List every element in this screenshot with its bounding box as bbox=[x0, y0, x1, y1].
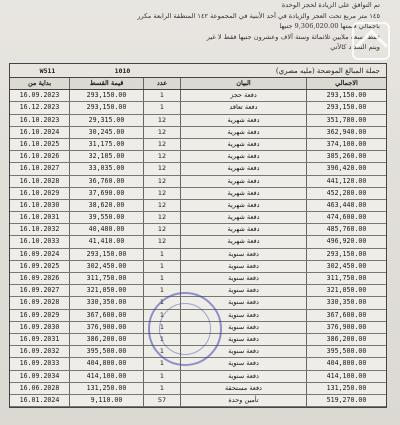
cell-date: 16.09.2032 bbox=[10, 346, 70, 357]
cell-total: 362,940.00 bbox=[326, 127, 367, 136]
cell-installment: 37,690.00 bbox=[70, 188, 144, 199]
cell-date: 16.09.2027 bbox=[10, 285, 70, 296]
cell-count: 12 bbox=[144, 127, 181, 138]
cell-installment: 302,450.00 bbox=[70, 261, 144, 272]
cell-installment: 330,350.00 bbox=[70, 297, 144, 308]
cell-date: 16.10.2028 bbox=[10, 176, 70, 187]
cell-date: 16.10.2033 bbox=[10, 236, 70, 247]
cell-count: 1 bbox=[144, 310, 181, 321]
cell-total: 293,150.00 bbox=[326, 249, 367, 258]
cell-description: دفعة شهرية bbox=[181, 200, 307, 211]
cell-description: دفعة شهرية bbox=[181, 127, 307, 138]
cell-date: 16.10.2032 bbox=[10, 224, 70, 235]
intro-line: تم التوافق على الزيادة لحجز الوحدة bbox=[281, 1, 380, 9]
cell-installment: 311,750.00 bbox=[70, 273, 144, 284]
cell-count: 12 bbox=[144, 212, 181, 223]
header-description: البيان bbox=[181, 78, 307, 89]
header-total: الاجمالي bbox=[335, 79, 358, 87]
intro-line: ١٤٥ متر مربع تحت العجز والزيادة في أحد الأبنية في المجموعة ١٤٢ المنطقة الرابعة مكرر bbox=[137, 11, 380, 20]
cell-date: 16.09.2023 bbox=[10, 90, 70, 101]
cell-description: دفعة سنوية bbox=[181, 346, 307, 357]
cell-description: تأمين وحدة bbox=[181, 395, 307, 406]
table-row bbox=[10, 188, 386, 200]
cell-date: 16.09.2034 bbox=[10, 371, 70, 382]
cell-total: 485,760.00 bbox=[326, 225, 367, 234]
cell-count: 12 bbox=[144, 115, 181, 126]
cell-installment: 386,200.00 bbox=[70, 334, 144, 345]
cell-description: دفعة سنوية bbox=[181, 358, 307, 369]
cell-installment: 30,245.00 bbox=[70, 127, 144, 138]
home-logo-icon bbox=[352, 22, 390, 60]
cell-description: دفعة مستحقة bbox=[181, 383, 307, 394]
cell-date: 16.09.2029 bbox=[10, 310, 70, 321]
cell-date: 16.10.2031 bbox=[10, 212, 70, 223]
table-row bbox=[10, 249, 386, 261]
header-count: عدد bbox=[144, 78, 181, 89]
cell-total: 414,100.00 bbox=[326, 371, 367, 380]
cell-date: 16.01.2024 bbox=[10, 395, 70, 406]
cell-total: 374,100.00 bbox=[326, 139, 367, 148]
cell-installment: 293,150.00 bbox=[70, 102, 144, 113]
cell-total: 302,450.00 bbox=[326, 261, 367, 270]
cell-description: دفعة شهرية bbox=[181, 151, 307, 162]
table-row bbox=[10, 176, 386, 188]
cell-installment: 32,105.00 bbox=[70, 151, 144, 162]
cell-installment: 9,110.00 bbox=[70, 395, 144, 406]
table-row bbox=[10, 115, 386, 127]
cell-description: دفعة شهرية bbox=[181, 139, 307, 150]
cell-date: 16.09.2031 bbox=[10, 334, 70, 345]
intro-line: باجمالي قيمتها 9,306,020.00 جنيها bbox=[279, 22, 380, 30]
table-row bbox=[10, 200, 386, 212]
cell-date: 16.10.2030 bbox=[10, 200, 70, 211]
cell-description: دفعة شهرية bbox=[181, 115, 307, 126]
header-date: بداية من bbox=[10, 78, 70, 89]
cell-total: 463,440.00 bbox=[326, 200, 367, 209]
cell-date: 16.06.2028 bbox=[10, 383, 70, 394]
cell-total: 496,920.00 bbox=[326, 237, 367, 246]
cell-installment: 395,500.00 bbox=[70, 346, 144, 357]
table-row bbox=[10, 236, 386, 248]
cell-installment: 131,250.00 bbox=[70, 383, 144, 394]
table-row bbox=[10, 90, 386, 102]
cell-date: 16.09.2026 bbox=[10, 273, 70, 284]
cell-installment: 376,900.00 bbox=[70, 322, 144, 333]
cell-count: 1 bbox=[144, 90, 181, 101]
cell-count: 1 bbox=[144, 334, 181, 345]
unit-number: 1010 bbox=[114, 66, 131, 75]
cell-date: 16.12.2023 bbox=[10, 102, 70, 113]
cell-description: دفعة شهرية bbox=[181, 212, 307, 223]
cell-installment: 31,175.00 bbox=[70, 139, 144, 150]
cell-installment: 41,410.00 bbox=[70, 236, 144, 247]
cell-date: 16.10.2023 bbox=[10, 115, 70, 126]
cell-installment: 293,150.00 bbox=[70, 249, 144, 260]
cell-count: 12 bbox=[144, 139, 181, 150]
cell-count: 1 bbox=[144, 261, 181, 272]
cell-total: 395,500.00 bbox=[326, 347, 367, 356]
table-header bbox=[10, 78, 386, 90]
cell-description: دفعة شهرية bbox=[181, 176, 307, 187]
cell-installment: 367,600.00 bbox=[70, 310, 144, 321]
cell-total: 376,900.00 bbox=[326, 322, 367, 331]
cell-date: 16.09.2028 bbox=[10, 297, 70, 308]
cell-description: دفعة سنوية bbox=[181, 297, 307, 308]
cell-installment: 414,100.00 bbox=[70, 371, 144, 382]
cell-date: 16.10.2026 bbox=[10, 151, 70, 162]
table-row bbox=[10, 371, 386, 383]
table-title-row bbox=[10, 64, 386, 78]
cell-date: 16.09.2033 bbox=[10, 358, 70, 369]
cell-installment: 404,800.00 bbox=[70, 358, 144, 369]
cell-date: 16.09.2024 bbox=[10, 249, 70, 260]
cell-total: 519,270.00 bbox=[326, 395, 367, 404]
cell-date: 16.10.2025 bbox=[10, 139, 70, 150]
table-row bbox=[10, 163, 386, 175]
intro-line: فقط تسعة ملايين ثلاثمائة وستة آلاف وعشرون جنيها فقط لا غير bbox=[206, 32, 380, 41]
cell-count: 1 bbox=[144, 102, 181, 113]
cell-installment: 29,315.00 bbox=[70, 115, 144, 126]
cell-total: 441,120.00 bbox=[326, 176, 367, 185]
cell-count: 1 bbox=[144, 358, 181, 369]
cell-installment: 38,620.00 bbox=[70, 200, 144, 211]
table-row bbox=[10, 383, 386, 395]
cell-installment: 39,550.00 bbox=[70, 212, 144, 223]
cell-count: 1 bbox=[144, 322, 181, 333]
cell-count: 57 bbox=[144, 395, 181, 406]
cell-total: 385,260.00 bbox=[326, 152, 367, 161]
cell-count: 12 bbox=[144, 236, 181, 247]
table-row bbox=[10, 102, 386, 114]
cell-count: 12 bbox=[144, 163, 181, 174]
cell-count: 1 bbox=[144, 273, 181, 284]
cell-installment: 33,035.00 bbox=[70, 163, 144, 174]
cell-description: دفعة شهرية bbox=[181, 224, 307, 235]
cell-date: 16.09.2030 bbox=[10, 322, 70, 333]
table-title: جملة المبالغ الموضحة (مليه مصري) bbox=[275, 66, 380, 75]
company-stamp bbox=[148, 292, 222, 366]
cell-description: دفعة سنوية bbox=[181, 249, 307, 260]
cell-description: دفعة سنوية bbox=[181, 261, 307, 272]
cell-description: دفعة حجز bbox=[181, 90, 307, 101]
cell-total: 452,280.00 bbox=[326, 188, 367, 197]
cell-count: 1 bbox=[144, 249, 181, 260]
table-row bbox=[10, 151, 386, 163]
table-row bbox=[10, 212, 386, 224]
cell-description: دفعة شهرية bbox=[181, 163, 307, 174]
cell-date: 16.09.2025 bbox=[10, 261, 70, 272]
cell-count: 1 bbox=[144, 346, 181, 357]
cell-date: 16.10.2027 bbox=[10, 163, 70, 174]
cell-installment: 321,050.00 bbox=[70, 285, 144, 296]
cell-total: 321,050.00 bbox=[326, 286, 367, 295]
unit-code: W511 bbox=[39, 66, 56, 75]
cell-total: 404,800.00 bbox=[326, 359, 367, 368]
cell-date: 16.10.2024 bbox=[10, 127, 70, 138]
cell-count: 12 bbox=[144, 176, 181, 187]
cell-installment: 40,480.00 bbox=[70, 224, 144, 235]
cell-installment: 36,760.00 bbox=[70, 176, 144, 187]
cell-count: 1 bbox=[144, 285, 181, 296]
cell-description: دفعة شهرية bbox=[181, 188, 307, 199]
intro-line: ويتم السداد كالآتي bbox=[330, 43, 380, 51]
cell-total: 367,600.00 bbox=[326, 310, 367, 319]
cell-count: 12 bbox=[144, 151, 181, 162]
table-row bbox=[10, 261, 386, 273]
cell-total: 330,350.00 bbox=[326, 298, 367, 307]
cell-date: 16.10.2029 bbox=[10, 188, 70, 199]
cell-description: دفعة سنوية bbox=[181, 310, 307, 321]
cell-total: 386,200.00 bbox=[326, 334, 367, 343]
cell-total: 293,150.00 bbox=[326, 91, 367, 100]
table-row bbox=[10, 127, 386, 139]
table-row bbox=[10, 224, 386, 236]
cell-count: 1 bbox=[144, 297, 181, 308]
cell-description: دفعة سنوية bbox=[181, 322, 307, 333]
cell-count: 12 bbox=[144, 200, 181, 211]
cell-installment: 293,150.00 bbox=[70, 90, 144, 101]
cell-count: 12 bbox=[144, 188, 181, 199]
cell-count: 1 bbox=[144, 371, 181, 382]
cell-total: 396,420.00 bbox=[326, 164, 367, 173]
table-row bbox=[10, 395, 386, 407]
cell-description: دفعة سنوية bbox=[181, 273, 307, 284]
header-installment: قيمة القسط bbox=[70, 78, 144, 89]
cell-count: 1 bbox=[144, 383, 181, 394]
cell-description: دفعة شهرية bbox=[181, 236, 307, 247]
cell-total: 474,600.00 bbox=[326, 213, 367, 222]
intro-text bbox=[0, 0, 386, 53]
cell-description: دفعة سنوية bbox=[181, 285, 307, 296]
table-row bbox=[10, 273, 386, 285]
cell-total: 293,150.00 bbox=[326, 103, 367, 112]
unit-codes bbox=[10, 67, 160, 75]
cell-description: دفعة تعاقد bbox=[181, 102, 307, 113]
cell-count: 12 bbox=[144, 224, 181, 235]
cell-total: 131,250.00 bbox=[326, 383, 367, 392]
table-row bbox=[10, 139, 386, 151]
cell-total: 351,780.00 bbox=[326, 115, 367, 124]
cell-description: دفعة سنوية bbox=[181, 371, 307, 382]
cell-description: دفعة سنوية bbox=[181, 334, 307, 345]
cell-total: 311,750.00 bbox=[326, 274, 367, 282]
